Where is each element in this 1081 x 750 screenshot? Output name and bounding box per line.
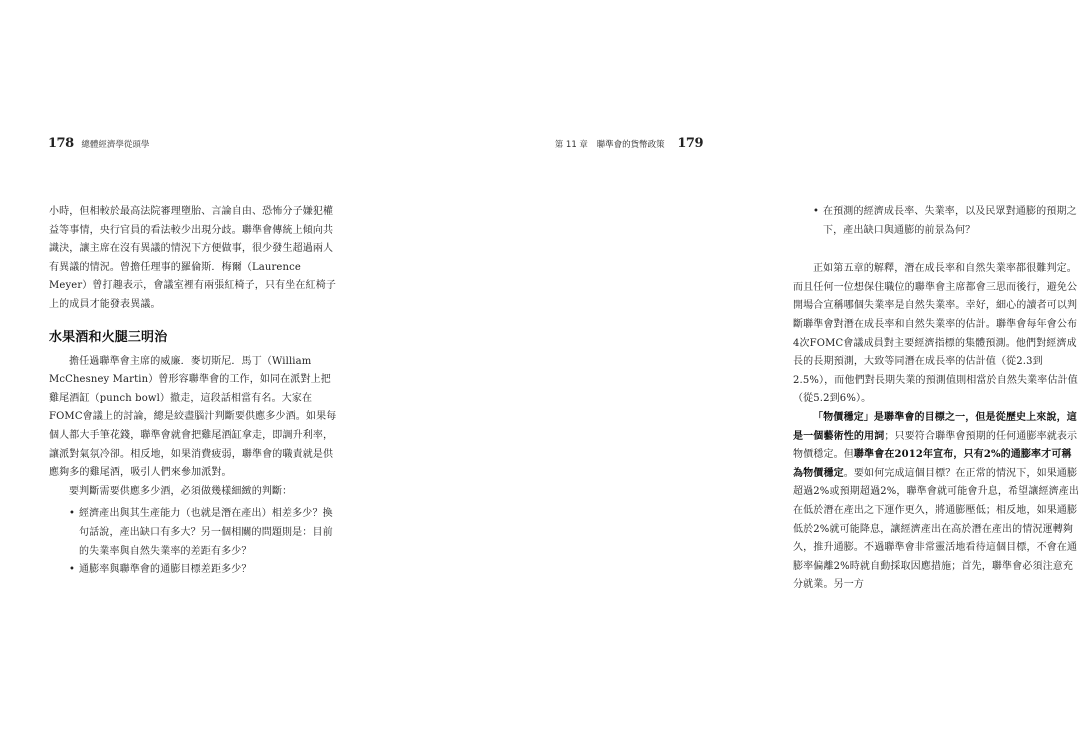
bold-phrase: 「物價穩定」是聯準會的目標之一，但是從歷史上來說，這是一個藝術性的用詞 [793,411,1077,442]
right-body-text [793,203,1081,595]
left-page [0,0,375,750]
chapter-label: 第 11 章 [554,140,588,150]
bullet-list [49,505,337,579]
left-paragraph-continued: 小時，但相較於最高法院審理墮胎、言論自由、恐怖分子嫌犯權益等事情，央行官員的看法較少出現分歧。聯準會傳統上傾向共識決，讓主席在沒有異議的情況下方便做事，很少發生超過兩人有異議的情況。曾擔任理事的羅倫斯．梅爾（Laurence Meyer）曾打趣表示，會議室裡有兩張紅椅子，只有坐在紅椅子上的成員才能發表異議。 [49,206,337,310]
bullet-item: • 經濟產出與其生產能力（也就是潛在產出）相差多少？換句話說，產出缺口有多大？另一個相關的問題則是：目前的失業率與自然失業率的差距有多少？ [49,505,337,561]
book-title: 總體經濟學從頭學 [81,140,150,150]
right-paragraph: 正如第五章的解釋，潛在成長率和自然失業率都很難判定。而且任何一位想保住職位的聯準會主席都會三思而後行，避免公開場合宣稱哪個失業率是自然失業率。幸好，細心的讀者可以判斷聯準會對潛在成長率和自然失業率的估計。聯準會每年會公布4次FOMC會議成員對主要經濟指標的集體預測。他們對經濟成長的長期預測，大致等同潛在成長率的估計值（從2.3到2.5%），而他們對長期失業的預測值則相當於自然失業率估計值（從5.2到6%）。 [793,263,1078,405]
right-paragraph-emphasis [793,409,1081,595]
left-paragraph-intro: 要判斷需要供應多少酒，必須做幾樣細緻的判斷： [69,485,293,497]
bullet-list [793,203,1081,240]
right-page-number: 179 [677,136,703,151]
paragraph-gap [793,240,1081,260]
section-heading: 水果酒和火腿三明治 [49,329,168,345]
right-page [375,0,1080,750]
left-page-number: 178 [48,136,74,151]
bullet-item: • 通膨率與聯準會的通膨目標差距多少？ [49,561,337,580]
bold-phrase: 聯準會在2012年宣布，只有2%的通膨率才可稱為物價穩定 [793,449,1072,479]
text-run: ；只要符合聯準會預期的任何通膨率就表示物價穩定。但 [793,430,1078,461]
left-running-header [48,138,149,151]
chapter-title: 聯準會的貨幣政策 [596,140,665,150]
left-paragraph: 擔任過聯準會主席的威廉．麥切斯尼．馬丁（William McChesney Martin）曾形容聯準會的工作，如同在派對上把雞尾酒缸（punch bowl）撤走，這段話相當有名。大家在FOMC會議上的討論，總是絞盡腦汁判斷要供應多少酒。如果每個人都大手筆花錢，聯準會就會把雞尾酒缸拿走，即調升利率，讓派對氣氛冷卻。相反地，如果消費疲弱，聯準會的職責就是供應夠多的雞尾酒，吸引人們來參加派對。 [49,355,337,479]
text-run: 。要如何完成這個目標？在正常的情況下，如果通膨超過2%或預期超過2%，聯準會就可能會升息，希望讓經濟產出在低於潛在產出之下運作更久，將通膨壓低；相反地，如果通膨低於2%就可能降息，讓經濟產出在高於潛在產出的情況運轉夠久，推升通膨。不過聯準會非常靈活地看待這個目標，不會在通膨率偏離2%時就自動採取因應措施；首先，聯準會必須注意充分就業。另一方 [793,467,1080,591]
bullet-item: • 在預測的經濟成長率、失業率，以及民眾對通膨的預期之下，產出缺口與通膨的前景為何？ [793,203,1081,240]
right-running-header [555,138,703,151]
left-body-text [49,203,337,580]
